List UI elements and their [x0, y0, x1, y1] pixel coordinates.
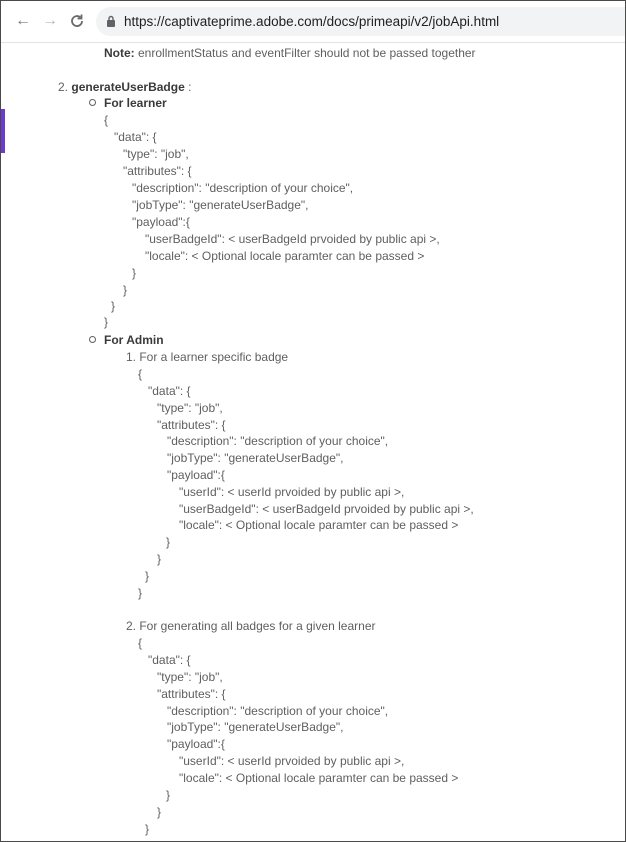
note-line: [104, 45, 476, 61]
for-admin-heading: For Admin: [104, 333, 164, 347]
forward-arrow-icon[interactable]: →: [42, 12, 58, 29]
code-line: {: [104, 113, 109, 127]
item-colon: :: [184, 80, 192, 94]
code-line: }: [145, 822, 150, 836]
code-line: "jobType": "generateUserBadge",: [132, 198, 309, 212]
note-text: enrollmentStatus and eventFilter should not be passed together: [134, 46, 476, 60]
note-label: Note:: [104, 46, 135, 60]
code-line: "userBadgeId": < userBadgeId prvoided by public api >,: [179, 502, 474, 516]
code-line: "locale": < Optional locale paramter can be passed >: [179, 518, 459, 532]
code-line: "attributes": {: [157, 687, 226, 701]
back-arrow-icon[interactable]: ←: [15, 12, 31, 29]
code-line: "payload":{: [132, 215, 190, 229]
code-line: "data": {: [114, 130, 157, 144]
code-line: }: [111, 299, 116, 313]
bullet-circle-icon: [89, 99, 96, 106]
code-line: }: [104, 315, 109, 329]
code-line: "type": "job",: [123, 147, 189, 161]
code-line: }: [123, 283, 128, 297]
code-line: "data": {: [148, 653, 191, 667]
code-line: }: [166, 535, 171, 549]
code-line: "type": "job",: [157, 670, 223, 684]
code-line: {: [138, 367, 143, 381]
bullet-circle-icon: [89, 336, 96, 343]
doc-content: [1, 1, 625, 841]
code-line: }: [157, 552, 162, 566]
code-line: "locale": < Optional locale paramter can be passed >: [145, 249, 425, 263]
code-line: }: [145, 569, 150, 583]
code-line: "userBadgeId": < userBadgeId prvoided by public api >,: [145, 232, 440, 246]
code-line: "jobType": "generateUserBadge",: [167, 451, 344, 465]
code-line: }: [157, 805, 162, 819]
for-learner-heading: For learner: [104, 96, 167, 110]
code-line: }: [138, 586, 143, 600]
code-line: "jobType": "generateUserBadge",: [167, 720, 344, 734]
code-line: "type": "job",: [157, 401, 223, 415]
sub-item-learner-specific: 1. For a learner specific badge: [126, 350, 289, 364]
item-title: generateUserBadge: [71, 80, 185, 94]
code-line: }: [132, 266, 137, 280]
code-line: "userId": < userId prvoided by public api >,: [179, 754, 405, 768]
code-line: "payload":{: [167, 737, 225, 751]
sub-item-all-badges: 2. For generating all badges for a given learner: [126, 619, 376, 633]
item-number: 2.: [58, 80, 69, 94]
code-line: "payload":{: [167, 468, 225, 482]
code-line: "locale": < Optional locale paramter can be passed >: [179, 771, 459, 785]
code-line: "attributes": {: [157, 418, 226, 432]
code-line: {: [138, 636, 143, 650]
code-line: "attributes": {: [123, 164, 192, 178]
code-line: "description": "description of your choice",: [167, 434, 389, 448]
code-line: "userId": < userId prvoided by public api >,: [179, 485, 405, 499]
list-item-generate-user-badge: [58, 79, 191, 95]
code-line: "data": {: [148, 384, 191, 398]
code-line: }: [166, 788, 171, 802]
code-line: "description": "description of your choice",: [167, 704, 389, 718]
code-line: "description": "description of your choice",: [132, 181, 354, 195]
url-text[interactable]: https://captivateprime.adobe.com/docs/primeapi/v2/jobApi.html: [124, 14, 500, 29]
